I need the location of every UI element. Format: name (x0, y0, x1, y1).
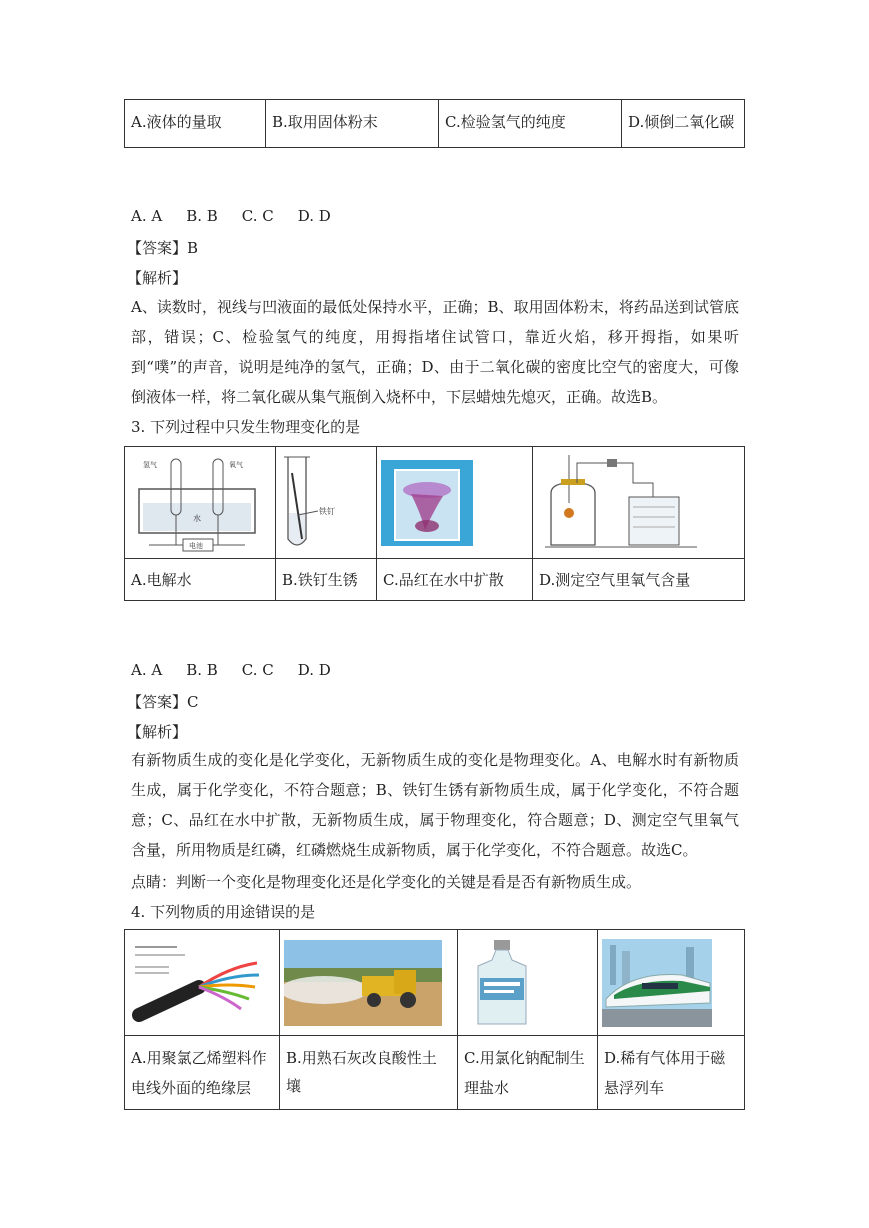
q3-image-a-cell (125, 447, 276, 559)
iron-nail-test-tube-image (280, 453, 370, 553)
h2-label: 氢气 (143, 460, 157, 469)
tractor-spreading-lime-image (284, 940, 442, 1026)
q2-options-table (124, 99, 745, 148)
q3-choices (131, 661, 355, 679)
q2-option-a: A.液体的量取 (125, 100, 266, 148)
q3-image-c-cell (377, 447, 533, 559)
q2-choice-d[interactable]: D. D (297, 207, 331, 225)
q4-image-b-cell (280, 930, 458, 1036)
q3-choice-c[interactable]: C. C (241, 661, 274, 679)
q2-choice-a[interactable]: A. A (131, 207, 163, 225)
oxygen-content-apparatus-image (537, 453, 737, 553)
q3-answer: 【答案】C (127, 693, 199, 711)
q3-choice-d[interactable]: D. D (297, 661, 331, 679)
q4-option-c: C.用氯化钠配制生理盐水 (458, 1036, 598, 1110)
q3-options-table (124, 446, 745, 601)
q4-options-table (124, 929, 745, 1110)
maglev-train-image (602, 939, 712, 1027)
q2-choice-b[interactable]: B. B (186, 207, 218, 225)
q4-option-d: D.稀有气体用于磁悬浮列车 (598, 1036, 745, 1110)
electrolysis-apparatus-image (129, 453, 265, 553)
nail-label: 铁钉 (319, 506, 335, 516)
q3-image-b-cell (276, 447, 377, 559)
q3-option-d: D.测定空气里氧气含量 (533, 559, 745, 601)
q4-image-a-cell (125, 930, 280, 1036)
saline-bottle-image (462, 938, 542, 1028)
q2-choices (131, 207, 355, 225)
q2-analysis: A、读数时，视线与凹液面的最低处保持水平，正确；B、取用固体粉末，将药品送到试管底部，错误；C、检验氢气的纯度，用拇指堵住试管口，靠近火焰，移开拇指，如果听到“噗”的声音，说明是纯净的氢气，正确；D、由于二氧化碳的密度比空气的密度大，可像倒液体一样，将二氧化碳从集气瓶倒入烧杯中，下层蜡烛先熄灭，正确。故选B。 (131, 298, 739, 406)
q2-choice-c[interactable]: C. C (241, 207, 274, 225)
o2-label: 氧气 (229, 460, 243, 469)
q3-image-d-cell (533, 447, 745, 559)
insulated-cable-image (129, 937, 267, 1029)
q4-option-b: B.用熟石灰改良酸性土壤 (280, 1036, 458, 1110)
q3-choice-a[interactable]: A. A (131, 661, 163, 679)
q4-stem: 4. 下列物质的用途错误的是 (131, 903, 316, 921)
q2-option-b: B.取用固体粉末 (266, 100, 439, 148)
q3-choice-b[interactable]: B. B (186, 661, 218, 679)
water-label: 水 (193, 513, 201, 523)
q3-option-b: B.铁钉生锈 (276, 559, 377, 601)
q3-analysis: 有新物质生成的变化是化学变化，无新物质生成的变化是物理变化。A、电解水时有新物质生成，属于化学变化，不符合题意；B、铁钉生锈有新物质生成，属于化学变化，不符合题意；C、品红在水中扩散，无新物质生成，属于物理变化，符合题意；D、测定空气里氧气含量，所用物质是红磷，红磷燃烧生成新物质，属于化学变化，不符合题意。故选C。 (131, 751, 739, 859)
q2-answer: 【答案】B (127, 239, 199, 257)
q3-option-c: C.品红在水中扩散 (377, 559, 533, 601)
q3-stem: 3. 下列过程中只发生物理变化的是 (131, 418, 361, 436)
q3-option-a: A.电解水 (125, 559, 276, 601)
magenta-diffusion-beaker-image (381, 460, 473, 546)
q3-analysis-head: 【解析】 (127, 723, 188, 741)
q2-option-c: C.检验氢气的纯度 (439, 100, 622, 148)
q3-tip: 点睛：判断一个变化是物理变化还是化学变化的关键是看是否有新物质生成。 (131, 873, 642, 891)
q4-image-d-cell (598, 930, 745, 1036)
battery-label: 电池 (189, 541, 203, 550)
q4-option-a: A.用聚氯乙烯塑料作电线外面的绝缘层 (125, 1036, 280, 1110)
q2-analysis-head: 【解析】 (127, 269, 188, 287)
q2-option-d: D.倾倒二氧化碳 (622, 100, 745, 148)
q4-image-c-cell (458, 930, 598, 1036)
